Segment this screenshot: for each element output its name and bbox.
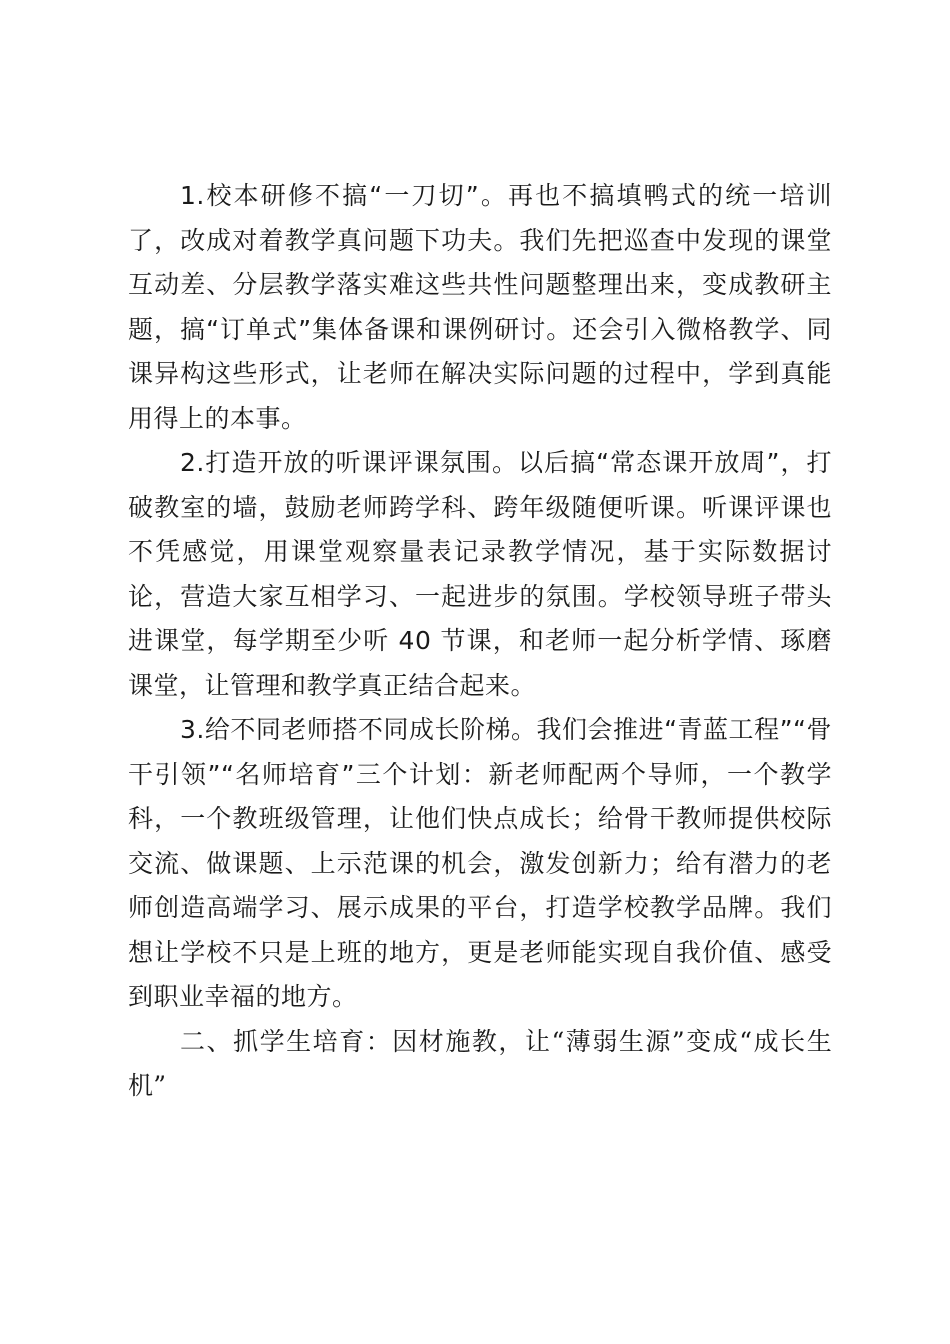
section-heading-student-cultivation: 二、抓学生培育：因材施教，让“薄弱生源”变成“成长生机” bbox=[128, 1026, 832, 1100]
document-body bbox=[128, 174, 832, 1109]
paragraph-open-lessons: 2.打造开放的听课评课氛围。以后搞“常态课开放周”，打破教室的墙，鼓励老师跨学科、跨年级随便听课。听课评课也不凭感觉，用课堂观察量表记录教学情况，基于实际数据讨论，营造大家互相学习、一起进步的氛围。学校领导班子带头进课堂，每学期至少听 40 节课，和老师一起分析学情、琢磨课堂，让管理和教学真正结合起来。 bbox=[128, 448, 832, 700]
paragraph-growth-ladder: 3.给不同老师搭不同成长阶梯。我们会推进“青蓝工程”“骨干引领”“名师培育”三个计划：新老师配两个导师，一个教学科，一个教班级管理，让他们快点成长；给骨干教师提供校际交流、做课题、上示范课的机会，激发创新力；给有潜力的老师创造高端学习、展示成果的平台，打造学校教学品牌。我们想让学校不只是上班的地方，更是老师能实现自我价值、感受到职业幸福的地方。 bbox=[128, 715, 832, 1011]
paragraph-school-training: 1.校本研修不搞“一刀切”。再也不搞填鸭式的统一培训了，改成对着教学真问题下功夫。我们先把巡查中发现的课堂互动差、分层教学落实难这些共性问题整理出来，变成教研主题，搞“订单式”集体备课和课例研讨。还会引入微格教学、同课异构这些形式，让老师在解决实际问题的过程中，学到真能用得上的本事。 bbox=[128, 181, 832, 433]
